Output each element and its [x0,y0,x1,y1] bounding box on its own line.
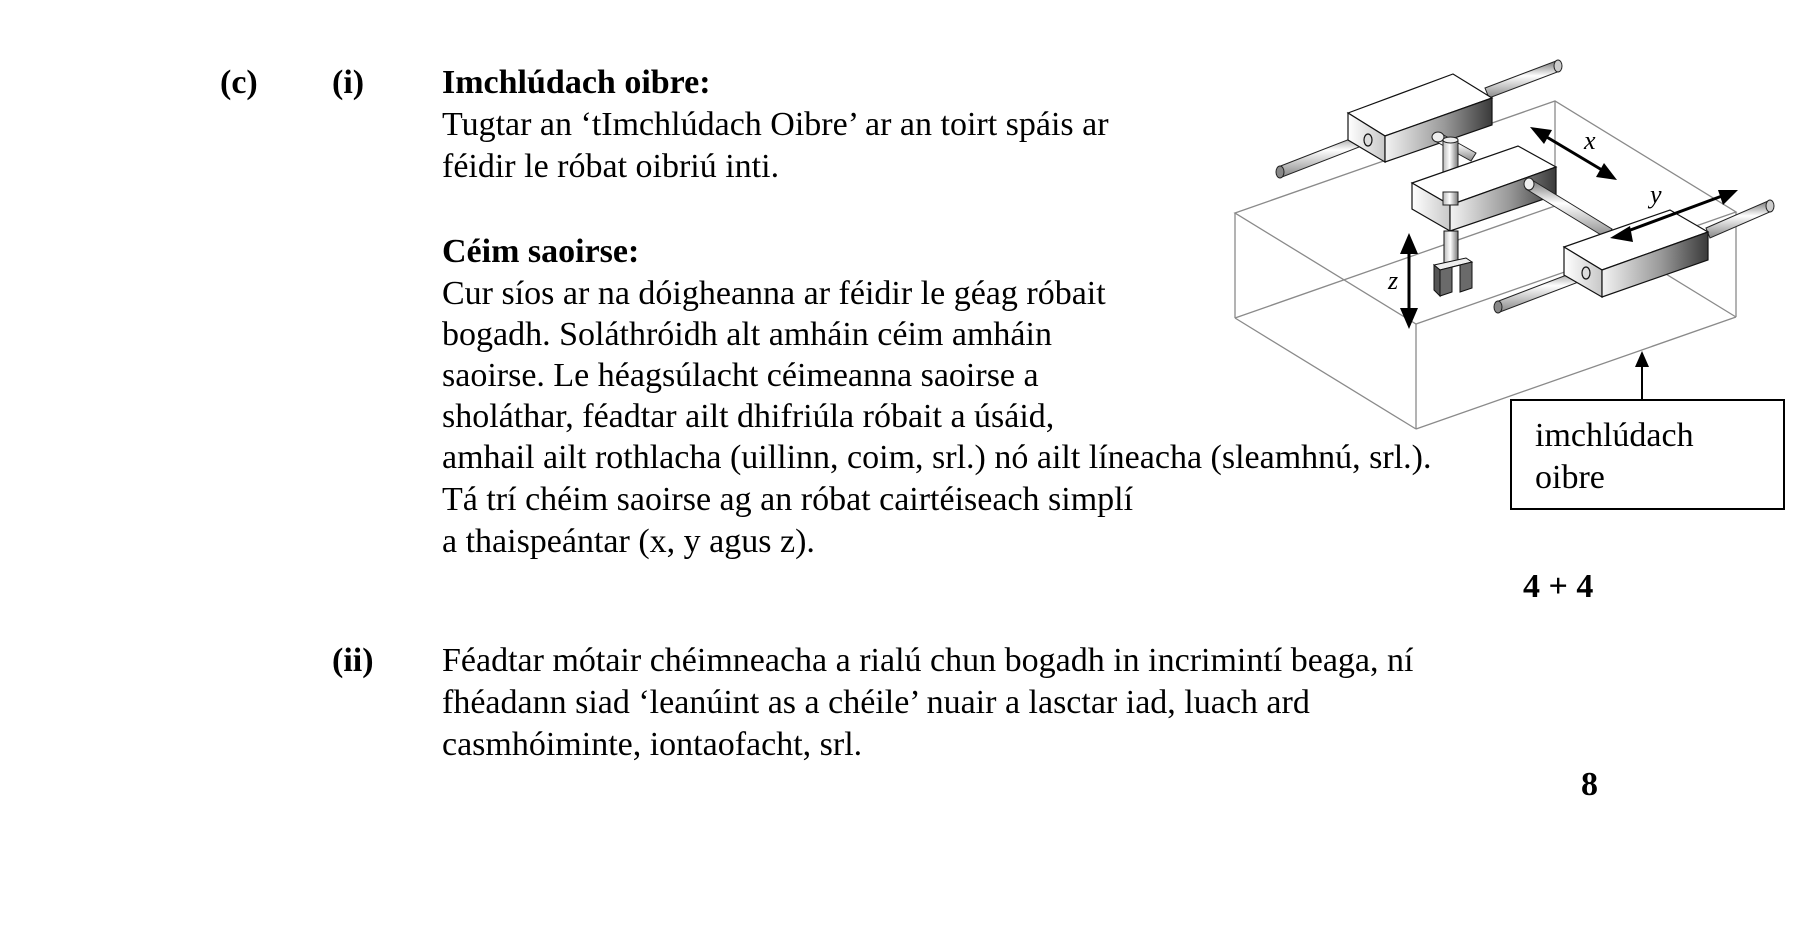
subpart-i-marker: (i) [332,64,365,101]
heading-working-envelope: Imchlúdach oibre: [442,64,711,101]
gripper [1434,231,1472,296]
para-ii-line: fhéadann siad ‘leanúint as a chéile’ nuair a lasctar iad, luach ard [442,684,1310,721]
para2-line: sholáthar, féadtar ailt dhifriúla róbait a úsáid, [442,398,1055,435]
callout-arrow [1635,351,1649,399]
callout-line: imchlúdach [1535,417,1694,454]
marks-ii: 8 [1581,766,1598,803]
para2-line: Cur síos ar na dóigheanna ar féidir le géag róbait [442,275,1106,312]
top-carriage [1348,74,1492,162]
para2-line: Tá trí chéim saoirse ag an róbat cairtéiseach simplí [442,481,1134,518]
axis-label-z: z [1388,266,1399,295]
heading-degree-of-freedom: Céim saoirse: [442,233,640,270]
subpart-ii-marker: (ii) [332,642,374,679]
para1-line: Tugtar an ‘tImchlúdach Oibre’ ar an toirt spáis ar [442,106,1109,143]
para1-line: féidir le róbat oibriú inti. [442,148,780,185]
y-rod [1524,178,1612,238]
para2-line: amhail ailt rothlacha (uillinn, coim, srl.) nó ailt líneacha (sleamhnú, srl.). [442,439,1432,476]
para2-line: bogadh. Soláthróidh alt amháin céim amháin [442,316,1052,353]
working-envelope-callout [1510,399,1785,510]
para-ii-line: Féadtar mótair chéimneacha a rialú chun bogadh in incrimintí beaga, ní [442,642,1414,679]
para-ii-line: casmhóiminte, iontaofacht, srl. [442,726,863,763]
callout-line: oibre [1535,459,1605,496]
axis-label-y: y [1650,180,1662,209]
para2-line: saoirse. Le héagsúlacht céimeanna saoirse a [442,357,1039,394]
axis-label-x: x [1584,126,1596,155]
part-marker: (c) [220,64,258,101]
para2-line: a thaispeántar (x, y agus z). [442,523,815,560]
marks-i: 4 + 4 [1523,568,1594,605]
